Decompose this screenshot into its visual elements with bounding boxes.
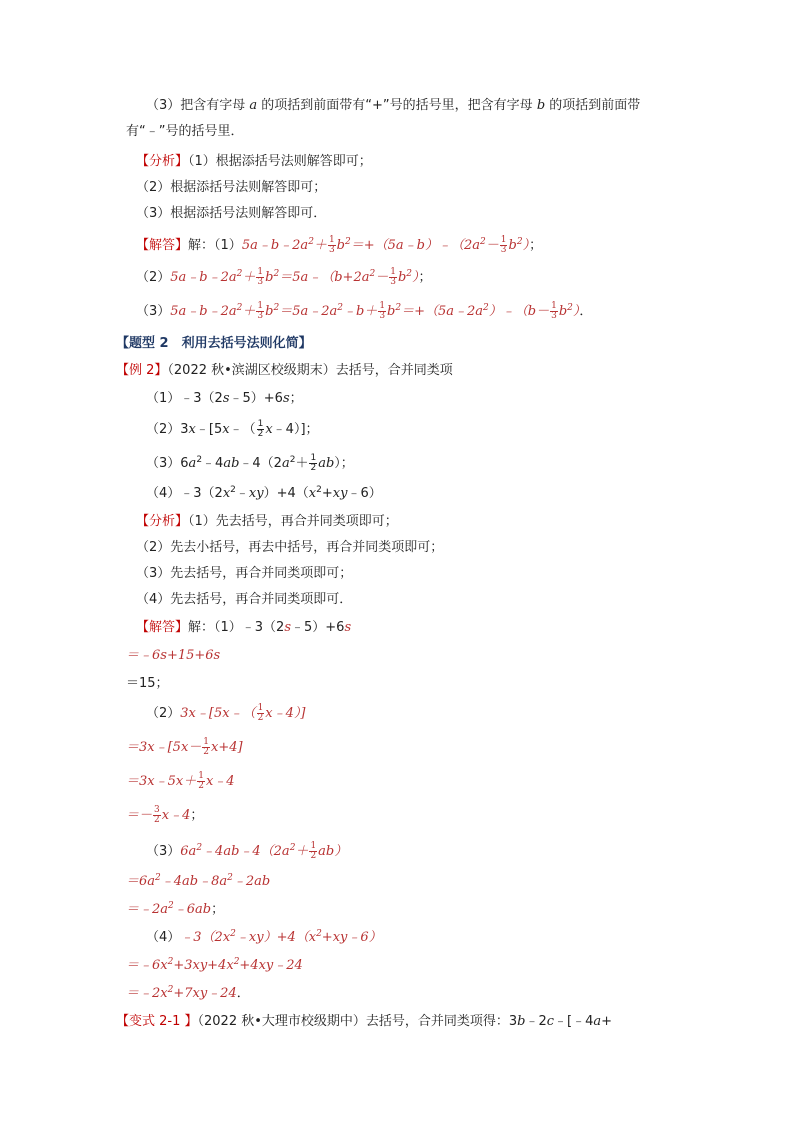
answer-item-label: （3） [136, 304, 171, 319]
answer-2-step-1: ＝﹣6s+15+6s [126, 648, 221, 663]
answer-2-step-9: $=﹣2a^2﹣6ab$； [126, 901, 225, 917]
var-s: s [284, 620, 292, 635]
variant-tag: 【变式 2-1 】 [116, 1014, 198, 1029]
analysis-1-line-1 [136, 152, 372, 172]
answer-1-line-2 [136, 268, 432, 288]
answer-1-expr-2: $5a﹣b﹣2a^2+$ $\frac{1}{3}$ $b^2=5a﹣(b+2a^2-$ $\frac{1}{3}$ $b^2$） [170, 267, 419, 287]
answer-1-expr-1: $5a﹣b﹣2a^2+$ $\frac{1}{3}$ $b^2=+(5a﹣b)﹣(2a^2-$ $\frac{1}{3}$ $b^2$） [241, 235, 530, 255]
analysis-text: （1）根据添括号法则解答即可； [188, 154, 372, 169]
example-2-item-1: （1）﹣3（2s﹣5）+6s； [146, 391, 303, 406]
answer-2-step-8: $=6a^2﹣4ab﹣8a^2﹣2ab$ [126, 873, 271, 889]
answer-2-step-4: ＝3x﹣[5x－ $\frac{1}{2}$ x+4] [126, 737, 243, 757]
analysis-tag: 【分析】 [136, 154, 189, 169]
variant-2-1 [116, 1012, 612, 1032]
answer-lead: 解： [188, 238, 215, 253]
section-2-title: 【题型 2 利用去括号法则化简】 [116, 336, 312, 351]
answer-tag: 【解答】 [136, 620, 189, 635]
analysis-2-line-1 [136, 512, 398, 532]
answer-2-step-2: ＝15； [126, 676, 169, 691]
analysis-2-line-3: （3）先去括号，再合并同类项即可； [136, 566, 353, 581]
var-a: a [593, 1014, 602, 1029]
question-3-line-2: 有“﹣”号的括号里． [126, 124, 244, 139]
period: ． [579, 304, 593, 319]
q3-text-2: 的项括到前面带有“+”号的括号里，把含有字母 [257, 98, 537, 113]
var-b: b [517, 1014, 526, 1029]
example-2-header [116, 361, 453, 381]
q3-text-1: （3）把含有字母 [146, 98, 250, 113]
answer-2-step-7: $(3)6a^2﹣4ab﹣4(2a^2+$ $\frac{1}{2}$ ab） [146, 841, 348, 861]
variant-text-c: ﹣[﹣4 [554, 1014, 594, 1029]
answer-1-line-1 [136, 236, 542, 256]
variant-text-b: ﹣2 [525, 1014, 547, 1029]
answer-2-step-11: $=﹣6x^2+3xy+4x^2+4xy﹣24$ [126, 957, 303, 973]
answer-2-step-5: ＝3x﹣5x＋ $\frac{1}{2}$ x﹣4 [126, 771, 235, 791]
analysis-tag: 【分析】 [136, 514, 189, 529]
example-2-item-2: （2）3x﹣[5x﹣（ $\frac{1}{2}$ x﹣4）]； [146, 419, 319, 439]
analysis-2-line-4: （4）先去括号，再合并同类项即可． [136, 592, 353, 607]
q3-text-3: 的项括到前面带 [545, 98, 641, 113]
example-source: （2022 秋•滨湖区校级期末）去括号，合并同类项 [167, 363, 453, 378]
analysis-1-line-3: （3）根据添括号法则解答即可． [136, 206, 327, 221]
answer-lead-2: ﹣5）+6 [291, 620, 345, 635]
analysis-text: （1）先去括号，再合并同类项即可； [188, 514, 398, 529]
analysis-1-line-2: （2）根据添括号法则解答即可； [136, 180, 327, 195]
var-c: c [546, 1014, 555, 1029]
semicolon: ； [529, 238, 543, 253]
variant-text-d: + [601, 1014, 613, 1029]
semicolon: ； [418, 270, 432, 285]
answer-2-step-10: $(4)﹣3(2x^2﹣xy)+4(x^2+xy﹣6)$ [146, 929, 382, 945]
var-a: a [249, 98, 258, 113]
answer-lead: 解：（1）﹣3（2 [188, 620, 285, 635]
answer-2-step-6: ＝－ $\frac{3}{2}$ x﹣4； [126, 805, 204, 825]
answer-1-line-3 [136, 302, 592, 322]
var-s: s [344, 620, 352, 635]
answer-item-label: （2） [136, 270, 171, 285]
example-2-item-4: $(4)﹣3(2x^2﹣xy)+4(x^2+xy﹣6)$ [146, 485, 382, 501]
answer-1-expr-3: $5a﹣b﹣2a^2+$ $\frac{1}{3}$ $b^2=5a﹣2a^2﹣b+$ $\frac{1}{3}$ $b^2=+(5a﹣2a^2)﹣(b-$ $\frac{1}{3}$ $b^2$） [170, 301, 580, 321]
question-3-line-1 [146, 96, 640, 116]
answer-tag: 【解答】 [136, 238, 189, 253]
answer-2-step-3: （2）3x﹣[5x﹣（ $\frac{1}{2}$ x﹣4）] [146, 703, 306, 723]
answer-2-line-1 [136, 618, 351, 638]
example-2-item-3: $(3)6a^2﹣4ab﹣4(2a^2+$ $\frac{1}{2}$ ab）； [146, 453, 354, 473]
example-tag: 【例 2】 [116, 363, 168, 378]
answer-item-label: （1） [214, 238, 242, 253]
var-b: b [536, 98, 546, 113]
analysis-2-line-2: （2）先去小括号，再去中括号，再合并同类项即可； [136, 540, 444, 555]
answer-2-step-12: $=﹣2x^2+7xy﹣24$． [126, 985, 250, 1001]
variant-text-a: （2022 秋•大理市校级期中）去括号，合并同类项得：3 [197, 1014, 518, 1029]
